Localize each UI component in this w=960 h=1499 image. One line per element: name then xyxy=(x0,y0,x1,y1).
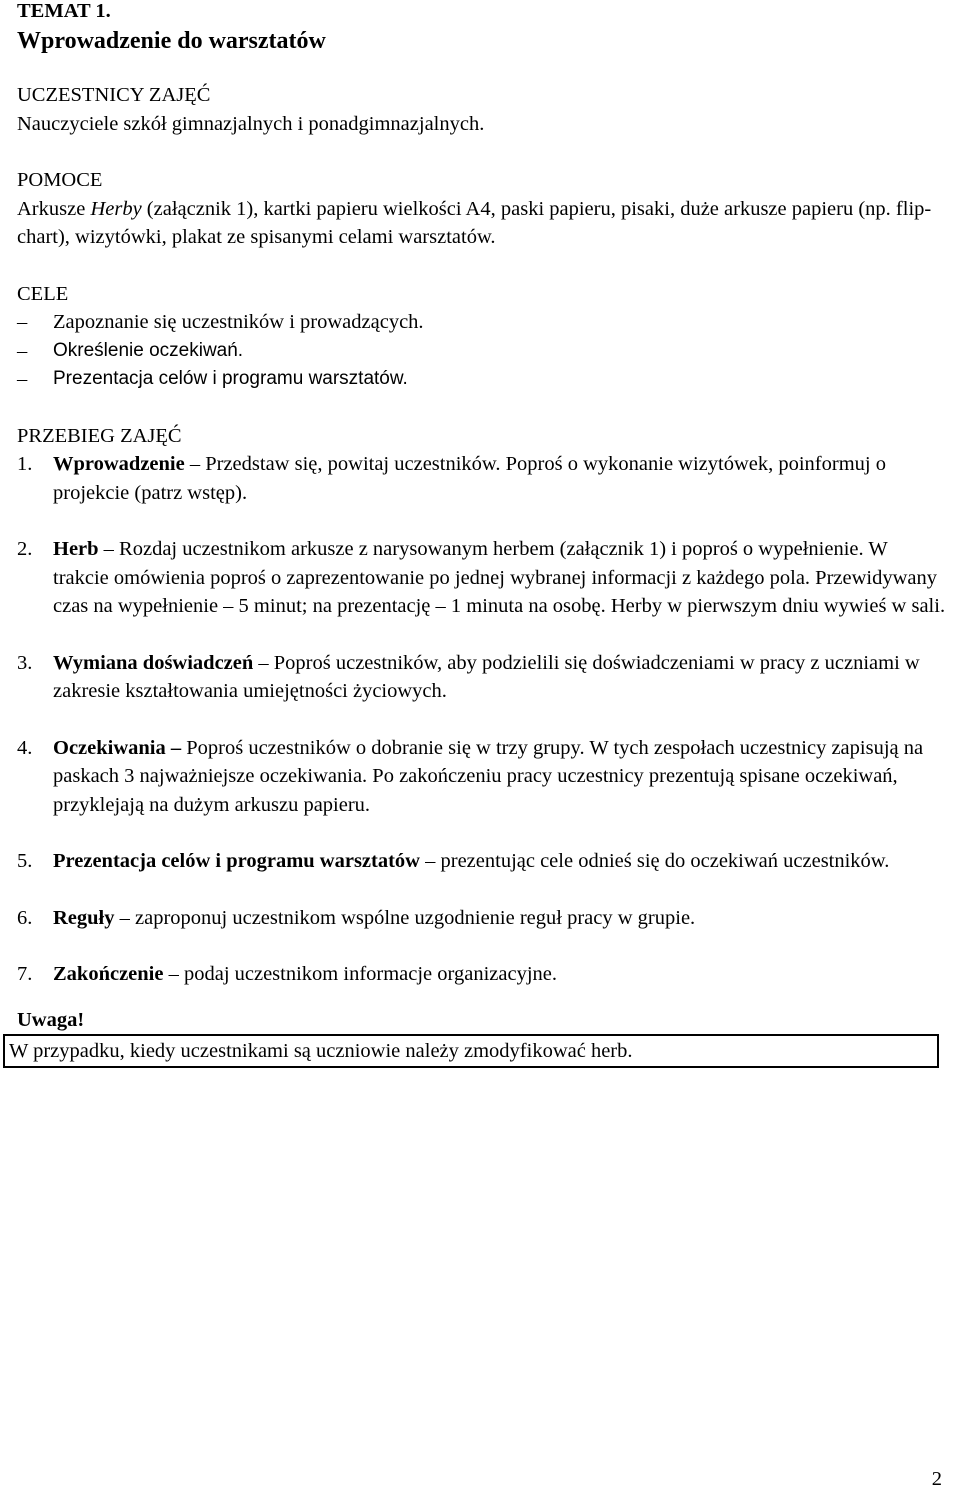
step-text: – prezentując cele odnieś się do oczekiwań uczestników. xyxy=(420,850,890,872)
dash-marker: – xyxy=(17,311,28,333)
dash-marker: – xyxy=(17,339,28,362)
goals-label: CELE xyxy=(17,282,69,305)
course-section xyxy=(17,422,947,989)
materials-text-after: (załącznik 1), kartki papieru wielkości A4, paski papieru, pisaki, duże arkusze papieru (np. flip-chart), wizytówki, plakat ze spisanymi celami warsztatów. xyxy=(17,197,932,248)
note-label: Uwaga! xyxy=(17,1008,85,1031)
materials-text-before: Arkusze xyxy=(17,197,91,220)
course-label: PRZEBIEG ZAJĘĆ xyxy=(17,424,182,447)
step-number: 2. xyxy=(17,538,33,560)
goals-section xyxy=(17,280,947,394)
step-text: – Przedstaw się, powitaj uczestników. Poproś o wykonanie wizytówek, poinformuj o projekcie (patrz wstęp). xyxy=(53,453,886,504)
note-box xyxy=(3,1034,939,1068)
materials-text-italic: Herby xyxy=(90,197,142,220)
step-text: – Rozdaj uczestnikom arkusze z narysowanym herbem (załącznik 1) i poproś o wypełnienie. W trakcie omówienia poproś o zaprezentowanie po jednej wybranej informacji z każdego pola. Przewidywany czas na wypełnienie – 5 minut; na prezentację – 1 minuta na osobę. Herby w pierwszym dniu wywieś w sali. xyxy=(53,538,946,617)
page-number: 2 xyxy=(931,1468,942,1490)
course-step xyxy=(17,535,947,621)
document-page xyxy=(9,0,947,1068)
goal-item xyxy=(17,337,947,366)
step-number: 7. xyxy=(17,963,33,985)
page-title: Wprowadzenie do warsztatów xyxy=(17,28,326,54)
step-number: 5. xyxy=(17,850,33,872)
goals-list xyxy=(17,308,947,394)
materials-text xyxy=(17,195,947,252)
step-lead: Wymiana doświadczeń xyxy=(53,651,254,674)
participants-section xyxy=(17,81,947,138)
course-step xyxy=(17,649,947,706)
step-number: 6. xyxy=(17,906,33,929)
note-text: W przypadku, kiedy uczestnikami są uczniowie należy zmodyfikować herb. xyxy=(9,1040,633,1062)
step-lead: Oczekiwania – xyxy=(53,736,182,759)
step-lead: Wprowadzenie xyxy=(53,453,185,475)
participants-label: UCZESTNICY ZAJĘĆ xyxy=(17,84,211,106)
course-step xyxy=(17,960,947,989)
step-lead: Herb xyxy=(53,538,99,560)
goal-item-text: Prezentacja celów i programu warsztatów. xyxy=(53,368,408,389)
goal-item xyxy=(17,308,947,337)
materials-section xyxy=(17,166,947,252)
dash-marker: – xyxy=(17,368,28,390)
step-lead: Zakończenie xyxy=(53,963,164,985)
step-text: – zaproponuj uczestnikom wspólne uzgodnienie reguł pracy w grupie. xyxy=(114,906,696,929)
course-step xyxy=(17,734,947,820)
goal-item xyxy=(17,365,947,394)
topic-number: TEMAT 1. xyxy=(17,0,111,22)
materials-label: POMOCE xyxy=(17,169,103,191)
step-number: 4. xyxy=(17,736,33,759)
step-text: Poproś uczestników o dobranie się w trzy grupy. W tych zespołach uczestnicy zapisują na paskach 3 najważniejsze oczekiwania. Po zakończeniu pracy uczestnicy prezentują spisane oczekiwań, przyklejają na dużym arkuszu papieru. xyxy=(53,736,924,816)
course-step xyxy=(17,904,947,933)
step-number: 3. xyxy=(17,651,33,674)
participants-text: Nauczyciele szkół gimnazjalnych i ponadgimnazjalnych. xyxy=(17,112,485,135)
step-text: – Poproś uczestników, aby podzielili się doświadczeniami w pracy z uczniami w zakresie kształtowania umiejętności życiowych. xyxy=(53,651,920,702)
course-step xyxy=(17,847,947,876)
course-step xyxy=(17,450,947,507)
step-lead: Reguły xyxy=(53,906,115,929)
step-text: – podaj uczestnikom informacje organizacyjne. xyxy=(163,963,558,985)
step-number: 1. xyxy=(17,453,33,475)
goal-item-text: Zapoznanie się uczestników i prowadzących. xyxy=(53,311,424,333)
goal-item-text: Określenie oczekiwań. xyxy=(53,339,244,361)
step-lead: Prezentacja celów i programu warsztatów xyxy=(53,850,420,872)
